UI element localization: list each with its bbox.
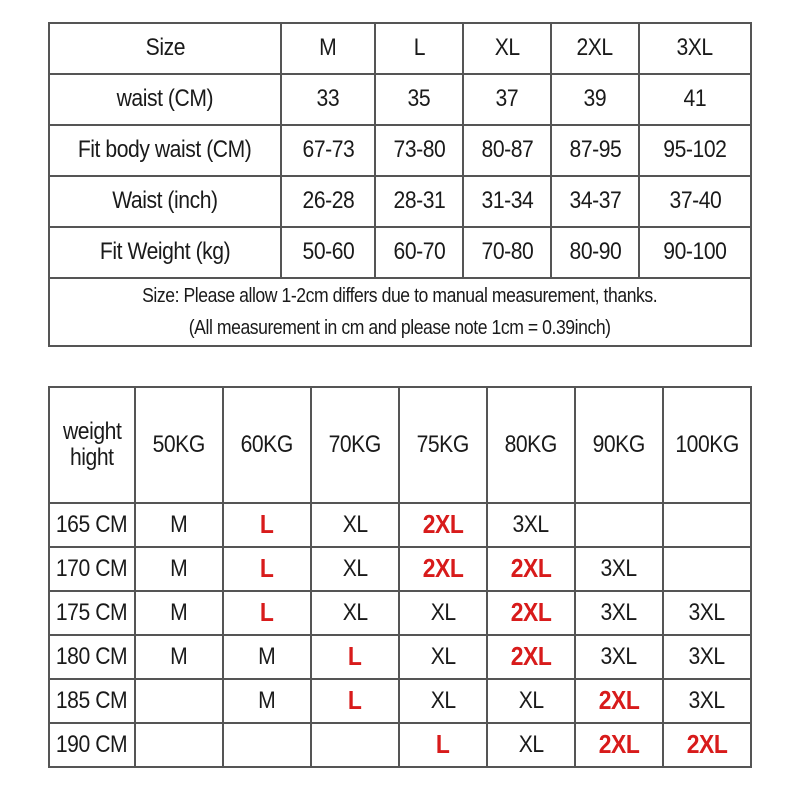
recommended-size-highlight	[399, 723, 487, 767]
recommended-size	[575, 591, 663, 635]
measurement-cell-text: 80-87	[481, 136, 533, 164]
recommended-size-highlight-text: 2XL	[510, 641, 552, 672]
recommended-size-text: XL	[518, 686, 544, 714]
recommended-size	[135, 591, 223, 635]
measurement-cell	[281, 74, 375, 125]
recommended-size-highlight-text: L	[348, 685, 362, 716]
recommended-size	[487, 679, 575, 723]
measurement-cell-text: 67-73	[302, 136, 354, 164]
height-label-cell	[49, 547, 135, 591]
recommended-size-highlight	[575, 723, 663, 767]
measurement-cell	[375, 74, 463, 125]
height-label-cell	[49, 635, 135, 679]
height-label-cell	[49, 503, 135, 547]
height-row	[49, 679, 751, 723]
recommended-size-text: M	[170, 642, 188, 670]
recommended-size	[663, 503, 751, 547]
recommended-size-text: 3XL	[688, 642, 726, 670]
recommended-size	[399, 591, 487, 635]
recommended-size	[575, 635, 663, 679]
weight-header-cell	[487, 387, 575, 503]
recommended-size-text: XL	[430, 598, 456, 626]
recommended-size	[223, 679, 311, 723]
size-row	[49, 227, 751, 278]
size-header-cell-text: XL	[494, 34, 520, 62]
recommended-size-highlight	[399, 547, 487, 591]
measurement-cell-text: 39	[583, 85, 607, 113]
measurement-cell-text: 37	[495, 85, 519, 113]
measurement-cell-text: 35	[407, 85, 431, 113]
recommended-size	[135, 723, 223, 767]
recommended-size	[663, 635, 751, 679]
measurement-cell-text: 33	[316, 85, 340, 113]
recommended-size-text: XL	[342, 510, 368, 538]
recommended-size-highlight-text: L	[348, 641, 362, 672]
size-header-row	[49, 23, 751, 74]
recommended-size-highlight	[223, 503, 311, 547]
weight-header-cell-text: 100KG	[675, 430, 739, 458]
recommended-size-text: M	[170, 510, 188, 538]
recommended-size-highlight-text: L	[260, 509, 274, 540]
height-row	[49, 635, 751, 679]
recommended-size-text: 3XL	[600, 554, 638, 582]
measurement-cell	[551, 125, 639, 176]
recommended-size	[311, 547, 399, 591]
recommended-size-text: M	[258, 686, 276, 714]
height-label-cell	[49, 723, 135, 767]
recommended-size-highlight	[399, 503, 487, 547]
recommended-size-text: XL	[430, 642, 456, 670]
recommended-size	[223, 723, 311, 767]
weight-header-cell	[223, 387, 311, 503]
row-label-cell	[49, 176, 281, 227]
recommended-size	[311, 591, 399, 635]
recommended-size-highlight	[575, 679, 663, 723]
measurement-cell-text: 87-95	[569, 136, 621, 164]
height-label-cell-text: 190 CM	[56, 730, 128, 758]
recommended-size	[399, 635, 487, 679]
recommended-size-highlight	[311, 635, 399, 679]
measurement-cell-text: 34-37	[569, 187, 621, 215]
corner-cell	[49, 387, 135, 503]
recommended-size	[399, 679, 487, 723]
height-label-cell	[49, 679, 135, 723]
recommended-size	[663, 591, 751, 635]
recommended-size-highlight-text: 2XL	[686, 729, 728, 760]
recommended-size-text: 3XL	[688, 598, 726, 626]
measurement-cell	[551, 74, 639, 125]
size-header-cell	[639, 23, 751, 74]
recommended-size-text: XL	[518, 730, 544, 758]
recommended-size-text: XL	[430, 686, 456, 714]
size-header-cell-text: M	[319, 34, 337, 62]
recommended-size	[135, 679, 223, 723]
size-header-cell-text: 3XL	[676, 34, 714, 62]
size-row	[49, 176, 751, 227]
recommended-size	[135, 547, 223, 591]
recommended-size-highlight-text: L	[436, 729, 450, 760]
recommended-size-text: 3XL	[512, 510, 550, 538]
height-label-cell-text: 165 CM	[56, 510, 128, 538]
size-header-cell	[551, 23, 639, 74]
measurement-cell	[281, 176, 375, 227]
measurement-note	[49, 278, 751, 346]
measurement-cell	[463, 176, 551, 227]
measurement-cell	[551, 227, 639, 278]
height-row	[49, 547, 751, 591]
recommended-size-highlight	[311, 679, 399, 723]
recommended-size-highlight-text: 2XL	[510, 553, 552, 584]
height-label-cell-text: 185 CM	[56, 686, 128, 714]
recommended-size	[575, 547, 663, 591]
row-label-cell	[49, 227, 281, 278]
measurement-cell	[639, 227, 751, 278]
recommended-size	[575, 503, 663, 547]
recommended-size	[135, 503, 223, 547]
height-label-cell	[49, 591, 135, 635]
recommended-size-text: XL	[342, 554, 368, 582]
recommended-size-text: 3XL	[600, 642, 638, 670]
recommended-size-highlight-text: 2XL	[598, 685, 640, 716]
corner-label: weight	[62, 417, 122, 445]
size-row	[49, 74, 751, 125]
size-header-cell	[375, 23, 463, 74]
measurement-cell	[639, 176, 751, 227]
height-label-cell-text: 170 CM	[56, 554, 128, 582]
size-header-cell	[463, 23, 551, 74]
recommended-size	[135, 635, 223, 679]
note-line: Size: Please allow 1-2cm differs due to manual measurement, thanks.	[142, 285, 658, 307]
row-label-cell-text: Fit body waist (CM)	[78, 136, 252, 164]
size-header-cell	[281, 23, 375, 74]
recommended-size	[663, 679, 751, 723]
recommended-size-highlight	[663, 723, 751, 767]
recommended-size-text: M	[258, 642, 276, 670]
size-label-cell-text: Size	[145, 34, 185, 62]
measurement-cell	[281, 125, 375, 176]
measurement-cell	[375, 125, 463, 176]
corner-label: hight	[70, 444, 114, 471]
measurement-cell	[281, 227, 375, 278]
weight-header-cell	[135, 387, 223, 503]
measurement-cell-text: 26-28	[302, 187, 354, 215]
weight-header-cell	[399, 387, 487, 503]
measurement-cell	[463, 125, 551, 176]
measurement-cell	[463, 227, 551, 278]
measurement-cell	[551, 176, 639, 227]
note-row	[49, 278, 751, 346]
weight-header-cell-text: 75KG	[416, 430, 470, 458]
recommended-size-text: M	[170, 554, 188, 582]
weight-header-cell-text: 60KG	[240, 430, 294, 458]
recommended-size	[311, 723, 399, 767]
recommended-size	[487, 503, 575, 547]
measurement-cell	[639, 125, 751, 176]
measurement-cell-text: 80-90	[569, 238, 621, 266]
size-chart-table	[48, 22, 752, 347]
weight-header-cell	[311, 387, 399, 503]
recommended-size-highlight	[487, 591, 575, 635]
recommended-size-highlight-text: L	[260, 597, 274, 628]
recommended-size	[487, 723, 575, 767]
weight-header-cell-text: 90KG	[592, 430, 646, 458]
measurement-cell-text: 37-40	[669, 187, 721, 215]
recommended-size-highlight	[487, 547, 575, 591]
recommended-size-highlight-text: 2XL	[510, 597, 552, 628]
measurement-cell-text: 50-60	[302, 238, 354, 266]
size-header-cell-text: 2XL	[576, 34, 614, 62]
height-label-cell-text: 180 CM	[56, 642, 128, 670]
weight-header-cell	[575, 387, 663, 503]
recommended-size-text: XL	[342, 598, 368, 626]
row-label-cell-text: Fit Weight (kg)	[99, 238, 231, 266]
recommended-size	[663, 547, 751, 591]
recommended-size-highlight-text: 2XL	[598, 729, 640, 760]
measurement-cell	[463, 74, 551, 125]
recommended-size-text: 3XL	[688, 686, 726, 714]
recommended-size-highlight	[223, 547, 311, 591]
row-label-cell	[49, 74, 281, 125]
recommended-size-highlight	[223, 591, 311, 635]
size-row	[49, 125, 751, 176]
recommended-size-highlight-text: 2XL	[422, 553, 464, 584]
measurement-cell-text: 28-31	[393, 187, 445, 215]
weight-header-cell-text: 80KG	[504, 430, 558, 458]
measurement-cell-text: 60-70	[393, 238, 445, 266]
row-label-cell-text: Waist (inch)	[112, 187, 218, 215]
recommended-size-highlight-text: 2XL	[422, 509, 464, 540]
weight-header-row	[49, 387, 751, 503]
note-line: (All measurement in cm and please note 1cm = 0.39inch)	[189, 317, 611, 339]
weight-header-cell-text: 70KG	[328, 430, 382, 458]
recommended-size-text: 3XL	[600, 598, 638, 626]
measurement-cell	[375, 176, 463, 227]
row-label-cell-text: waist (CM)	[116, 85, 214, 113]
recommended-size-highlight-text: L	[260, 553, 274, 584]
weight-header-cell	[663, 387, 751, 503]
measurement-cell-text: 73-80	[393, 136, 445, 164]
size-header-cell-text: L	[413, 34, 425, 62]
height-label-cell-text: 175 CM	[56, 598, 128, 626]
measurement-cell-text: 95-102	[663, 136, 727, 164]
recommended-size	[223, 635, 311, 679]
measurement-cell-text: 41	[683, 85, 707, 113]
recommended-size-highlight	[487, 635, 575, 679]
recommended-size-text: M	[170, 598, 188, 626]
height-row	[49, 591, 751, 635]
height-row	[49, 503, 751, 547]
height-row	[49, 723, 751, 767]
measurement-cell	[375, 227, 463, 278]
measurement-cell-text: 90-100	[663, 238, 727, 266]
recommended-size	[311, 503, 399, 547]
measurement-cell-text: 31-34	[481, 187, 533, 215]
row-label-cell	[49, 125, 281, 176]
size-label-cell	[49, 23, 281, 74]
weight-header-cell-text: 50KG	[152, 430, 206, 458]
measurement-cell	[639, 74, 751, 125]
weight-height-table	[48, 386, 752, 768]
measurement-cell-text: 70-80	[481, 238, 533, 266]
